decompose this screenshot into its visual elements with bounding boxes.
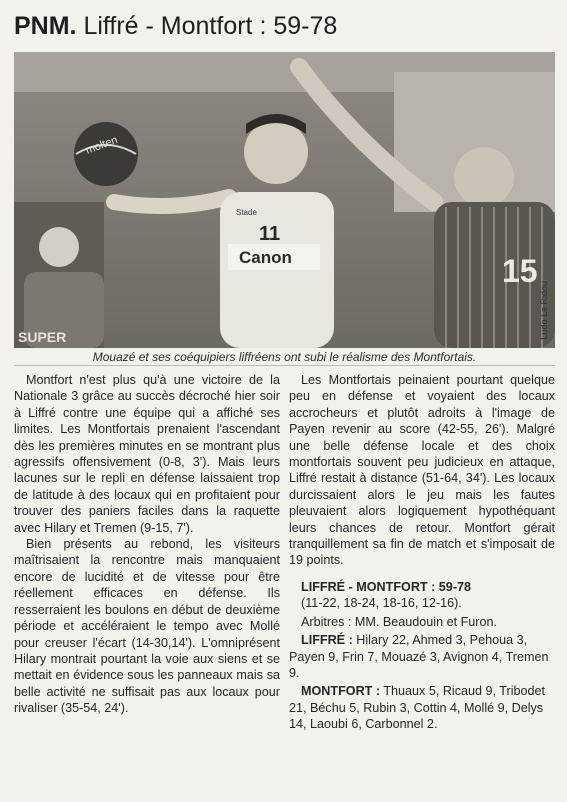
basketball-photo-illustration bbox=[14, 52, 555, 348]
article-column-left bbox=[14, 372, 280, 717]
jersey-number-left: 11 bbox=[259, 223, 281, 245]
headline bbox=[14, 10, 554, 42]
quarter-scores: (11-22, 18-24, 18-16, 12-16). bbox=[301, 596, 462, 611]
jersey-small-text: Stade bbox=[236, 208, 257, 217]
article-photo bbox=[14, 52, 555, 348]
jersey-number-right: 15 bbox=[502, 253, 538, 289]
article-paragraph: Bien présents au rebond, les visiteurs maîtrisaient la rencontre mais manquaient encore de lucidité et de vitesse pour être réellement efficaces en défense. Ils resserraient les boulons en début de deuxième période et accéléraient le tempo avec Mollé pour creuser l'écart (14-30,14'). L'omniprésent Hilary montrait pourtant la voie aux siens et se mettait en évidence sous les panneaux mais sa belle activité ne suffisait pas aux locaux pour rivaliser (35-54, 24'). bbox=[14, 537, 280, 716]
match-result: LIFFRÉ - MONTFORT : 59-78 bbox=[301, 579, 472, 594]
referees: Arbitres : MM. Beaudouin et Furon. bbox=[301, 614, 497, 629]
photo-caption: Mouazé et ses coéquipiers liffréens ont subi le réalisme des Montfortais. bbox=[14, 349, 555, 366]
jersey-sponsor-text: Canon bbox=[239, 248, 292, 267]
home-players: Hilary 22, Ahmed 3, Pehoua 3, Payen 9, Frin 7, Mouazé 3, Avignon 4, Tremen 9. bbox=[289, 633, 549, 680]
home-lineup bbox=[289, 632, 555, 681]
box-score bbox=[289, 579, 555, 733]
headline-text: Liffré - Montfort : 59-78 bbox=[83, 12, 338, 40]
article-paragraph: Les Montfortais peinaient pourtant quelque peu en défense et voyaient des locaux accrocheurs et plutôt adroits à l'image de Payen revenir au score (42-55, 26'). Malgré une belle défense locale et des choix montfortais souvent peu judicieux en attaque, Liffré restait à distance (51-64, 34'). Les locaux durcissaient alors le jeu mais les fautes pleuvaient alors logiquement hypothéquant leurs chances de retour. Montfort gérait tranquillement sa fin de match et s'imposait de 19 points. bbox=[289, 373, 555, 568]
away-team-name: MONTFORT : bbox=[301, 684, 381, 699]
article-column-right bbox=[289, 372, 555, 733]
photo-credit: Ludo Le Ridou bbox=[539, 281, 549, 340]
away-players: Thuaux 5, Ricaud 9, Tribodet 21, Béchu 5, Rubin 3, Cottin 4, Mollé 9, Delys 14, Laoubi 6, Carbonnel 2. bbox=[289, 684, 546, 732]
home-team-name: LIFFRÉ : bbox=[301, 633, 353, 648]
background-jersey-text: SUPER bbox=[18, 329, 67, 345]
away-lineup bbox=[289, 683, 555, 732]
article-paragraph: Montfort n'est plus qu'à une victoire de la Nationale 3 grâce au succès décroché hier soir à Liffré contre une équipe qui a affiché ses limites. Les Montfortais prenaient l'ascendant dès les premières minutes en se montrant plus agressifs offensivement (0-8, 3'). Mais leurs lacunes sur le repli en défense laissaient trop de latitude à des locaux qui en profitaient pour trouver des paniers faciles dans la raquette avec Hilary et Tremen (9-15, 7'). bbox=[14, 373, 280, 535]
section-kicker: PNM. bbox=[14, 12, 77, 40]
ball-brand-text: molten bbox=[84, 134, 120, 157]
